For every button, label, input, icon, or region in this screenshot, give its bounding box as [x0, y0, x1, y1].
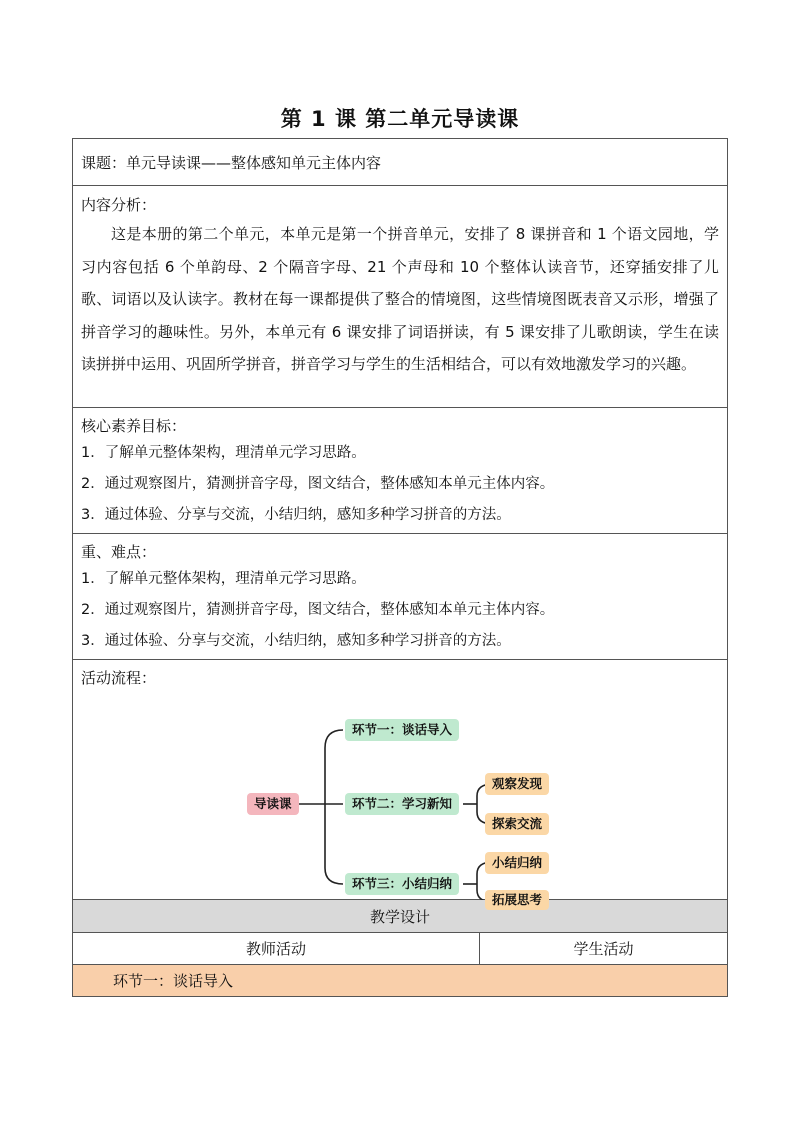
- sub-node: 观察发现: [485, 773, 549, 795]
- key-points-label: 重、难点：: [81, 543, 157, 561]
- mind-map-connectors: [73, 660, 729, 900]
- key-point-item: 2．通过观察图片，猜测拼音字母，图文结合，整体感知本单元主体内容。: [81, 602, 555, 618]
- design-columns: [72, 933, 728, 965]
- root-node: 导读课: [247, 793, 299, 815]
- topic-row: [72, 138, 728, 186]
- goals-section: [72, 408, 728, 534]
- sub-node: 拓展思考: [485, 890, 549, 910]
- sub-node: 小结归纳: [485, 852, 549, 874]
- sub-node: 探索交流: [485, 813, 549, 835]
- goal-item: 3．通过体验、分享与交流，小结归纳，感知多种学习拼音的方法。: [81, 507, 511, 523]
- student-column-header: 学生活动: [573, 940, 634, 958]
- step-node-3: 环节三：小结归纳: [345, 873, 459, 895]
- page-title: 第 1 课 第二单元导读课: [280, 107, 520, 131]
- flow-label: 活动流程：: [81, 669, 157, 687]
- analysis-paragraph: 这是本册的第二个单元，本单元是第一个拼音单元，安排了 8 课拼音和 1 个语文园地，学习内容包括 6 个单韵母、2 个隔音字母、21 个声母和 10 个整体认读音节，还穿插安排了儿歌、词语以及认读字。教材在每一课都提供了整合的情境图，这些情境图既表音又示形，增强了拼音学习的趣味性。另外，本单元有 6 课安排了词语拼读，有 5 课安排了儿歌朗读，学生在读读拼拼中运用、巩固所学拼音，拼音学习与学生的生活相结合，可以有效地激发学习的兴趣。: [81, 225, 719, 373]
- analysis-section: [72, 186, 728, 408]
- design-header: [72, 900, 728, 933]
- key-point-item: 3．通过体验、分享与交流，小结归纳，感知多种学习拼音的方法。: [81, 633, 511, 649]
- mind-map: [73, 660, 729, 907]
- analysis-label: 内容分析：: [81, 196, 157, 214]
- goals-label: 核心素养目标：: [81, 417, 187, 435]
- design-header-label: 教学设计: [369, 907, 430, 926]
- step-node-1: 环节一：谈话导入: [345, 719, 459, 741]
- step-row-label: 环节一：谈话导入: [113, 972, 234, 990]
- step-node-2: 环节二：学习新知: [345, 793, 459, 815]
- step-row: [72, 965, 728, 997]
- flow-section: [72, 660, 728, 907]
- topic-text: 课题：单元导读课——整体感知单元主体内容: [81, 153, 382, 172]
- goal-item: 1．了解单元整体架构，理清单元学习思路。: [81, 445, 366, 461]
- key-point-item: 1．了解单元整体架构，理清单元学习思路。: [81, 571, 366, 587]
- goal-item: 2．通过观察图片，猜测拼音字母，图文结合，整体感知本单元主体内容。: [81, 476, 555, 492]
- key-points-section: [72, 534, 728, 660]
- lesson-table: [72, 138, 728, 997]
- teacher-column-header: 教师活动: [73, 933, 480, 964]
